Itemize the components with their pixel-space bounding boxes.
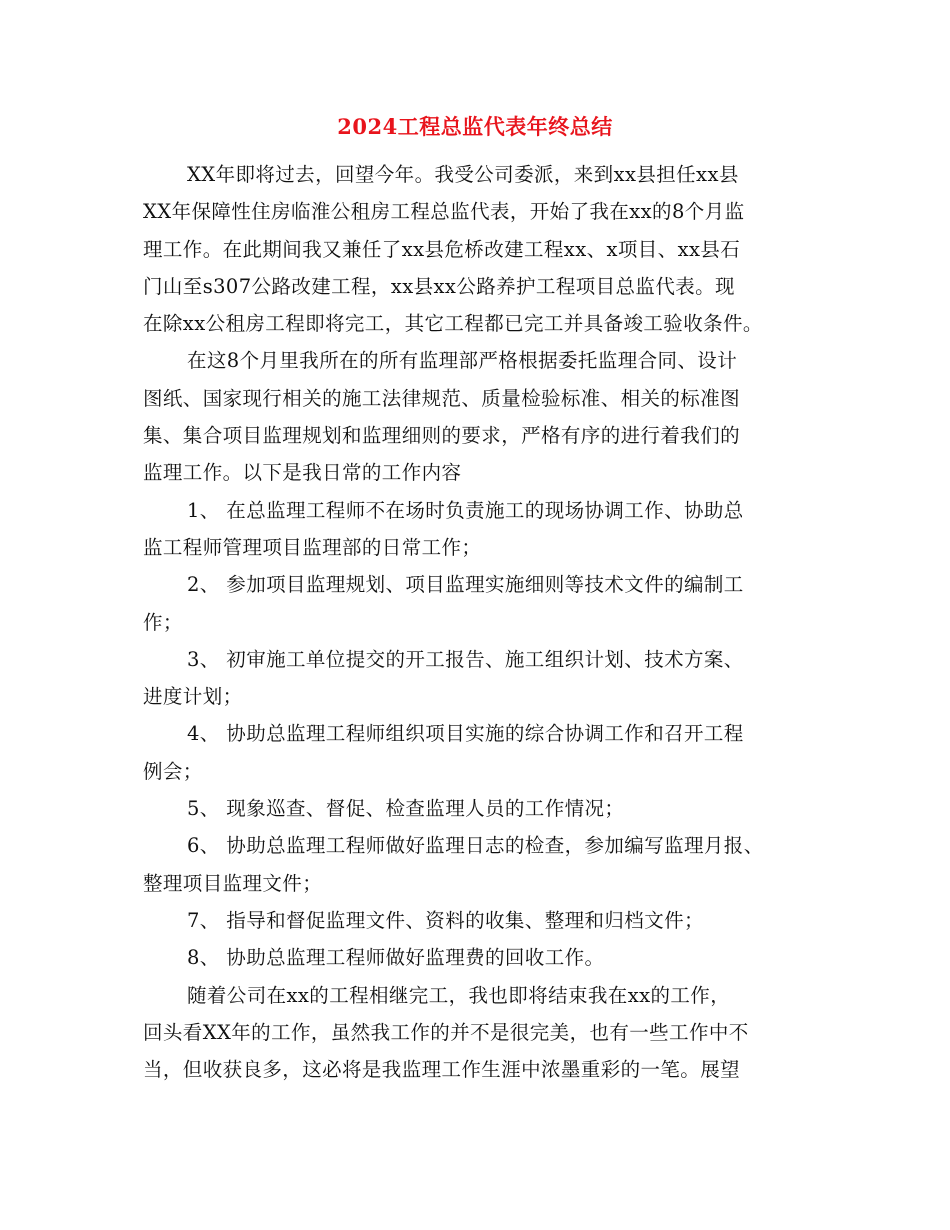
text-line: 整理项目监理文件； — [143, 871, 323, 895]
text-line: 在除xx公租房工程即将完工，其它工程都已完工并具备竣工验收条件。 — [143, 312, 763, 336]
text-line: 随着公司在xx的工程相继完工，我也即将结束我在xx的工作， — [187, 983, 731, 1007]
document-body — [143, 160, 807, 1092]
text-line: 3、 初审施工单位提交的开工报告、施工组织计划、技术方案、 — [187, 647, 744, 671]
text-line: 图纸、国家现行相关的施工法律规范、质量检验标准、相关的标准图 — [143, 386, 741, 410]
text-line: 监工程师管理项目监理部的日常工作； — [143, 535, 482, 559]
text-line: XX年即将过去，回望今年。我受公司委派，来到xx县担任xx县 — [187, 163, 739, 186]
text-line: 在这8个月里我所在的所有监理部严格根据委托监理合同、设计 — [187, 349, 738, 373]
text-line: 理工作。在此期间我又兼任了xx县危桥改建工程xx、x项目、xx县石 — [143, 237, 741, 261]
text-line: 例会； — [143, 759, 203, 783]
text-line: 作； — [143, 610, 183, 634]
text-line: 1、 在总监理工程师不在场时负责施工的现场协调工作、协助总 — [187, 498, 744, 522]
text-line: 回头看XX年的工作，虽然我工作的并不是很完美，也有一些工作中不 — [143, 1020, 749, 1044]
document-title: 2024工程总监代表年终总结 — [337, 114, 613, 139]
text-line: 4、 协助总监理工程师组织项目实施的综合协调工作和召开工程 — [187, 722, 744, 746]
text-line: 7、 指导和督促监理文件、资料的收集、整理和归档文件； — [187, 908, 704, 932]
text-line: 5、 现象巡查、督促、检查监理人员的工作情况； — [187, 797, 625, 821]
text-line: 当，但收获良多，这必将是我监理工作生涯中浓墨重彩的一笔。展望 — [143, 1058, 741, 1082]
text-line: 门山至s307公路改建工程，xx县xx公路养护工程项目总监代表。现 — [143, 274, 735, 298]
text-line: 6、 协助总监理工程师做好监理日志的检查，参加编写监理月报、 — [187, 834, 764, 858]
text-line: 进度计划； — [143, 685, 243, 709]
text-line: XX年保障性住房临淮公租房工程总监代表，开始了我在xx的8个月监 — [143, 200, 745, 224]
text-line: 监理工作。以下是我日常的工作内容 — [143, 461, 462, 485]
text-line: 2、 参加项目监理规划、项目监理实施细则等技术文件的编制工 — [187, 573, 744, 597]
text-line: 集、集合项目监理规划和监理细则的要求，严格有序的进行着我们的 — [143, 424, 741, 448]
text-line: 8、 协助总监理工程师做好监理费的回收工作。 — [187, 946, 605, 970]
